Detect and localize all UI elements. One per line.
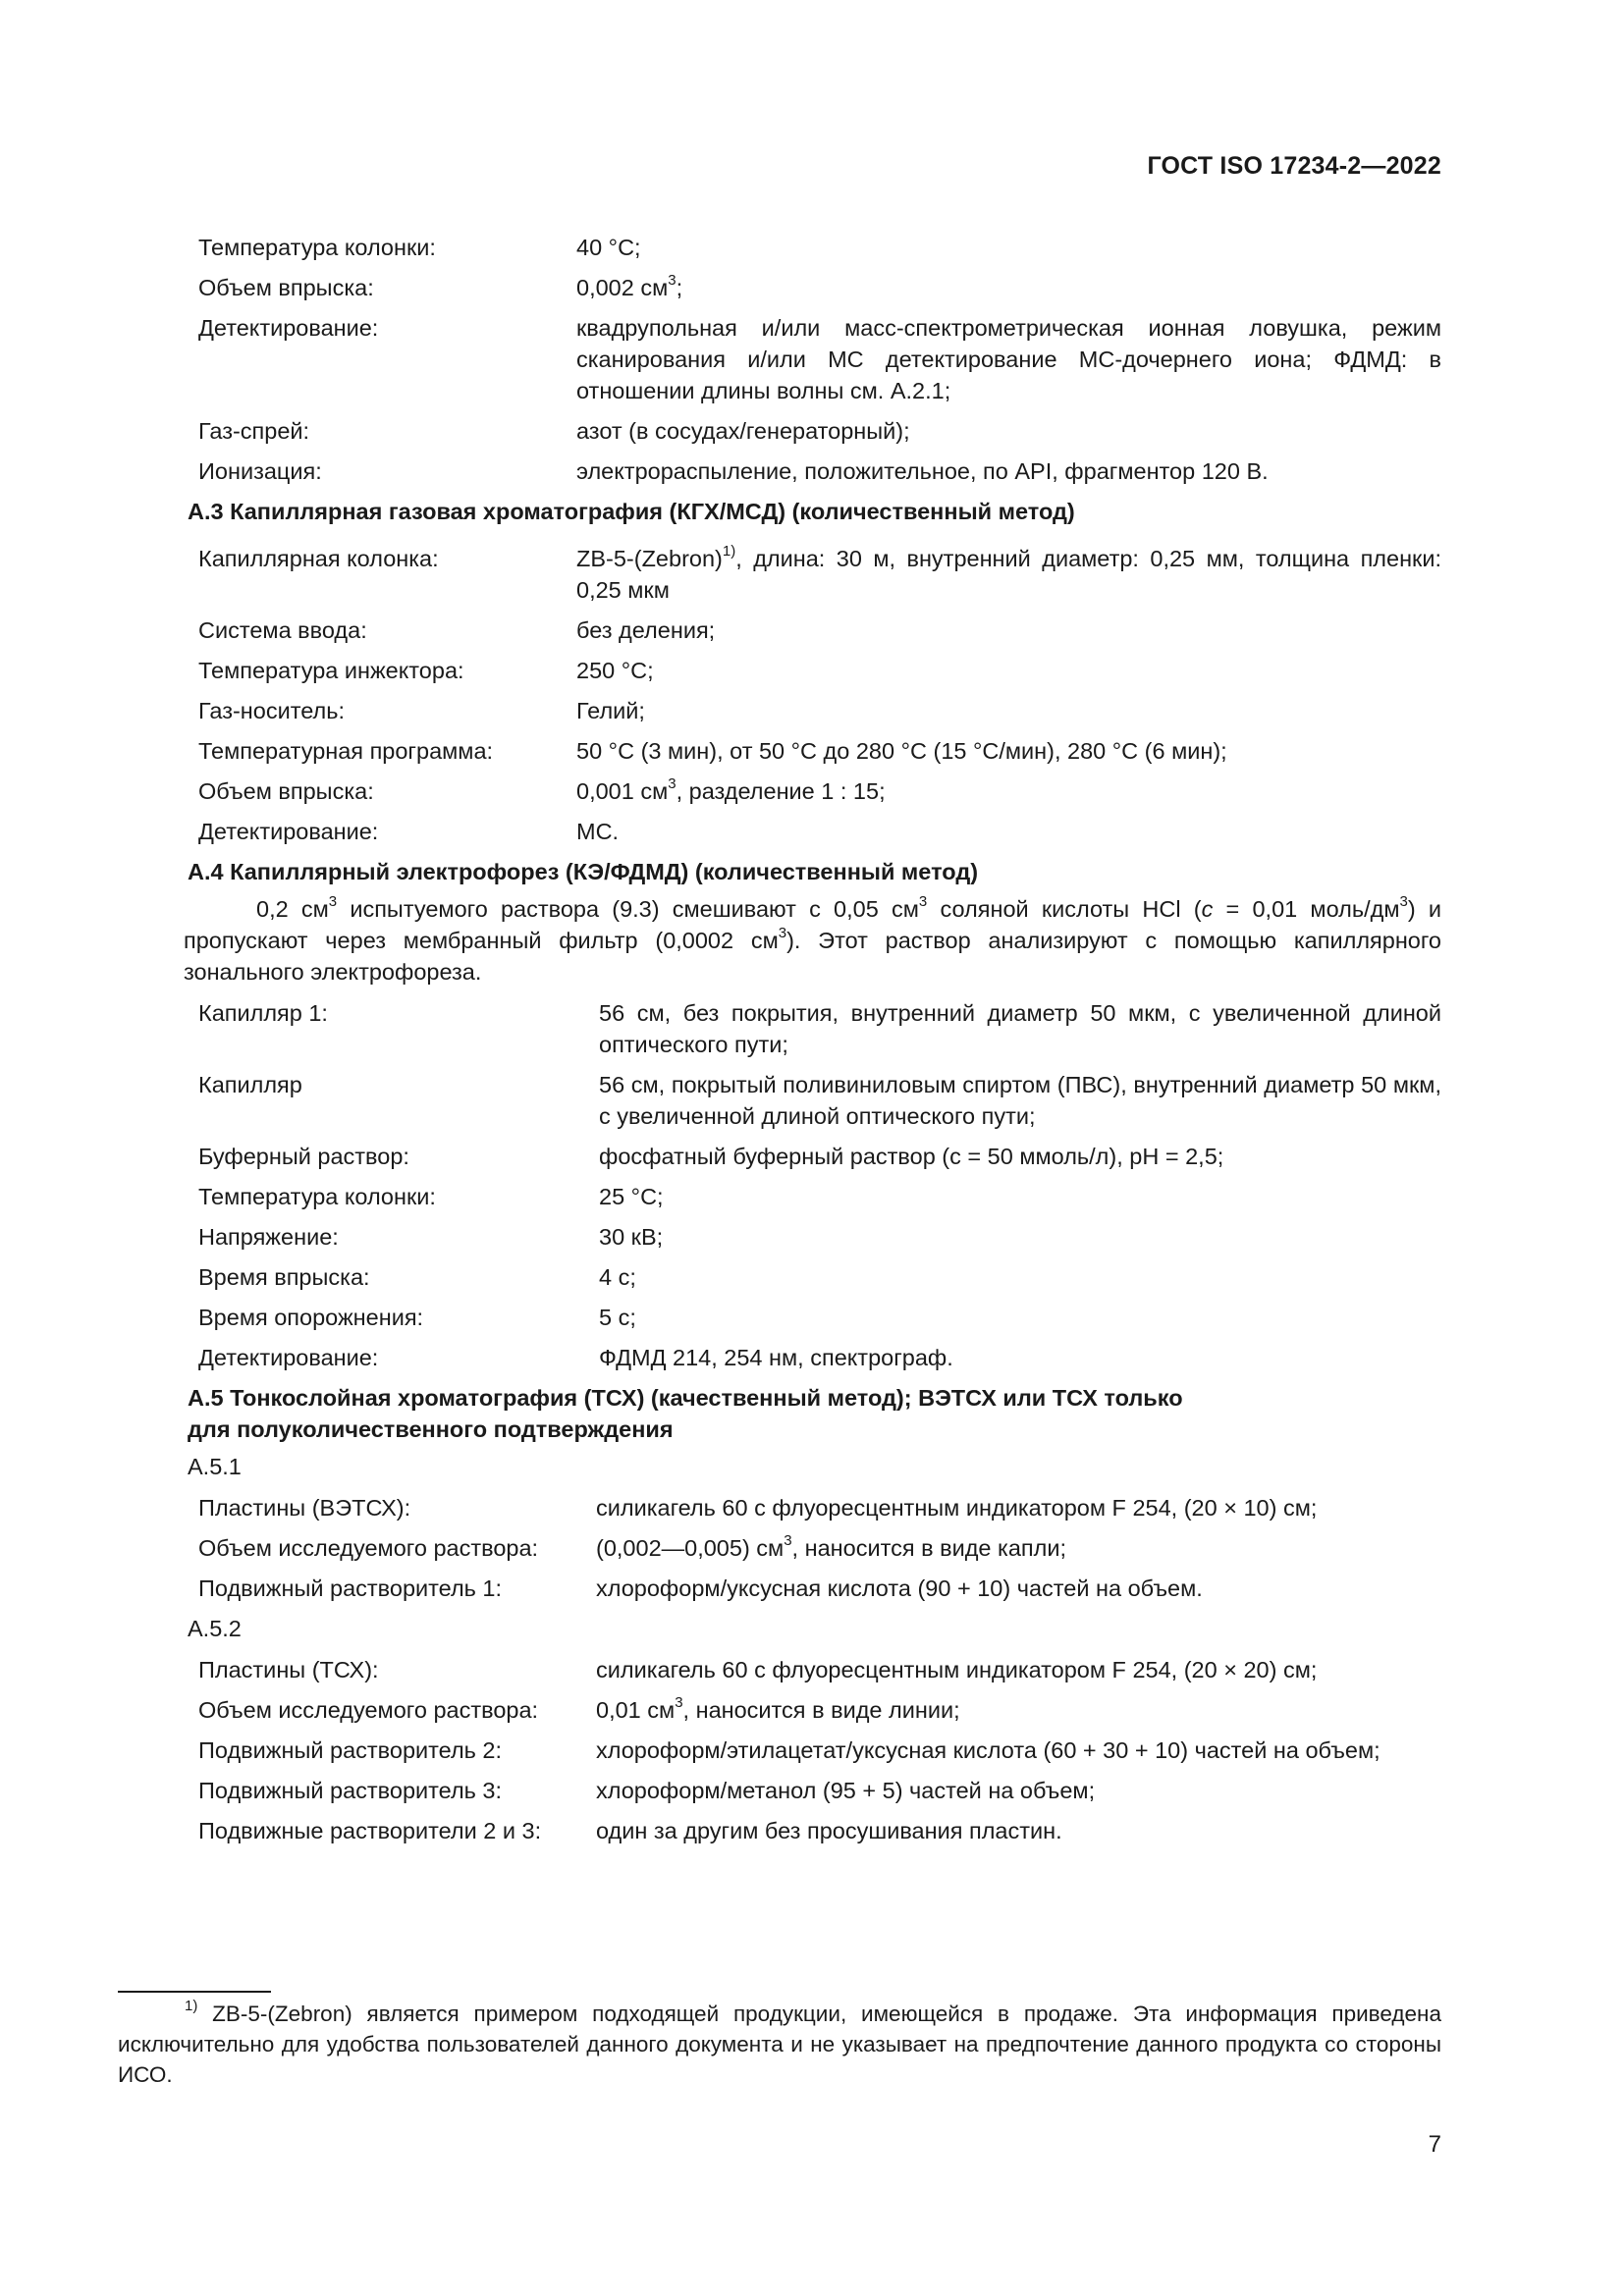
param-label: Объем впрыска: [198, 275, 374, 300]
param-row-detection [184, 1342, 1441, 1373]
param-row-injector-temperature [184, 655, 1441, 686]
param-value: 0,001 $см^3$, разделение 1 : 15; [576, 775, 886, 804]
param-row-solution-volume [184, 1694, 1441, 1726]
param-value: 4 с; [599, 1264, 636, 1290]
param-row-carrier-gas [184, 695, 1441, 726]
footnote-ref: 1) [722, 543, 736, 560]
param-value: (0,002—0,005) $см^3$, наносится в виде капли; [596, 1532, 1066, 1561]
footnote [118, 1999, 1441, 2090]
param-value: 250 °C; [576, 658, 654, 683]
param-value: ФДМД 214, 254 нм, спектрограф. [599, 1345, 953, 1370]
param-value: 56 см, покрытый поливиниловым спиртом (ПВС), внутренний диаметр 50 мкм, с увеличенной длиной оптического пути; [599, 1072, 1441, 1129]
param-label: Температура колонки: [198, 1184, 436, 1209]
section-heading-line: А.5 Тонкослойная хроматография (ТСХ) (качественный метод); ВЭТСХ или ТСХ только [188, 1385, 1183, 1411]
document-header: ГОСТ ISO 17234-2—2022 [1147, 152, 1441, 180]
param-row-ionization [184, 455, 1441, 487]
section-heading-line: для полуколичественного подтверждения [188, 1416, 674, 1442]
param-value: 56 см, без покрытия, внутренний диаметр 50 мкм, с увеличенной длиной оптического пути; [599, 1000, 1441, 1057]
param-label: Подвижный растворитель 2: [198, 1737, 503, 1763]
param-label: Подвижные растворители 2 и 3: [198, 1818, 542, 1843]
param-row-capillary-column [184, 543, 1441, 606]
param-label: Объем впрыска: [198, 778, 374, 804]
param-row-injection-volume [184, 272, 1441, 303]
param-label: Капилляр 1: [198, 1000, 328, 1026]
param-label: Газ-носитель: [198, 698, 346, 723]
param-row-input-system [184, 614, 1441, 646]
param-label: Подвижный растворитель 1: [198, 1575, 503, 1601]
param-row-mobile-solvent [184, 1775, 1441, 1806]
param-label: Детектирование: [198, 819, 379, 844]
param-row-capillary-1 [184, 997, 1441, 1060]
param-value: силикагель 60 с флуоресцентным индикатором F 254, (20 × 10) см; [596, 1495, 1318, 1521]
footnote-text: ZB-5-(Zebron) является примером подходящей продукции, имеющейся в продаже. Эта информация приведена исключительно для удобства пользователей данного документа и не указывает на предпочтение данного продукта со стороны ИСО. [118, 2002, 1441, 2087]
param-label: Пластины (ТСХ): [198, 1657, 379, 1682]
param-value: без деления; [576, 617, 716, 643]
param-label: Детектирование: [198, 315, 379, 341]
param-row-injection-time [184, 1261, 1441, 1293]
param-label: Ионизация: [198, 458, 322, 484]
param-label: Напряжение: [198, 1224, 339, 1250]
param-row-injection-volume [184, 775, 1441, 807]
param-value: 50 °C (3 мин), от 50 °C до 280 °C (15 °С/мин), 280 °C (6 мин); [576, 738, 1227, 764]
section-a4-paragraph: 0,2 $см^3$ испытуемого раствора (9.3) смешивают с 0,05 $см^3$ соляной кислоты HCl (c = 0,01 моль/$дм^3$) и пропускают через мембранный фильтр (0,0002 $см^3$). Этот раствор анализируют с помощью капиллярного зонального электрофореза. [184, 893, 1442, 985]
param-label: Время опорожнения: [198, 1305, 424, 1330]
subsection-label-a51: А.5.1 [188, 1454, 242, 1479]
section-heading-a3: А.3 Капиллярная газовая хроматография (КГХ/МСД) (количественный метод) [188, 499, 1075, 524]
param-row-mobile-solvent [184, 1735, 1441, 1766]
param-value: азот (в сосудах/генераторный); [576, 418, 910, 444]
param-value: Гелий; [576, 698, 645, 723]
param-row-capillary [184, 1069, 1441, 1132]
param-value: квадрупольная и/или масс-спектрометрическая ионная ловушка, режим сканирования и/или МС детектирование МС-дочернего иона; ФДМД: в отношении длины волны см. А.2.1; [576, 315, 1441, 403]
param-value: 30 кВ; [599, 1224, 664, 1250]
param-value: хлороформ/метанол (95 + 5) частей на объем; [596, 1778, 1096, 1803]
param-row-temperature-program [184, 735, 1441, 767]
param-label: Температура колонки: [198, 235, 436, 260]
param-label: Детектирование: [198, 1345, 379, 1370]
param-row-detection [184, 816, 1441, 847]
param-row-plates [184, 1492, 1441, 1523]
param-row-buffer [184, 1141, 1441, 1172]
param-row-voltage [184, 1221, 1441, 1253]
page-content [184, 232, 1441, 1855]
param-label: Подвижный растворитель 3: [198, 1778, 503, 1803]
footnote-mark: 1) [185, 1998, 198, 2014]
param-value: 0,002 $см^3$; [576, 272, 683, 300]
param-row-mobile-solvent [184, 1573, 1441, 1604]
param-label: Пластины (ВЭТСХ): [198, 1495, 411, 1521]
param-label: Время впрыска: [198, 1264, 370, 1290]
param-label: Температура инжектора: [198, 658, 464, 683]
section-heading-a4: А.4 Капиллярный электрофорез (КЭ/ФДМД) (количественный метод) [188, 859, 979, 884]
subsection-label-a52: А.5.2 [188, 1616, 242, 1641]
param-value: хлороформ/уксусная кислота (90 + 10) частей на объем. [596, 1575, 1203, 1601]
param-label: Температурная программа: [198, 738, 494, 764]
param-row-column-temperature [184, 232, 1441, 263]
param-value: силикагель 60 с флуоресцентным индикатором F 254, (20 × 20) см; [596, 1657, 1318, 1682]
param-label: Капиллярная колонка: [198, 546, 439, 571]
param-label: Буферный раствор: [198, 1144, 409, 1169]
param-value: 40 °C; [576, 235, 641, 260]
param-value: МС. [576, 819, 620, 844]
param-row-solution-volume [184, 1532, 1441, 1564]
param-label: Капилляр [198, 1072, 302, 1097]
section-heading-a5 [188, 1382, 1441, 1445]
param-row-spray-gas [184, 415, 1441, 447]
param-value: электрораспыление, положительное, по API, фрагментор 120 В. [576, 458, 1269, 484]
param-value: 5 с; [599, 1305, 636, 1330]
param-label: Объем исследуемого раствора: [198, 1697, 539, 1723]
param-value: фосфатный буферный раствор (c = 50 ммоль/л), pH = 2,5; [599, 1144, 1224, 1169]
param-row-plates [184, 1654, 1441, 1685]
param-label: Система ввода: [198, 617, 367, 643]
param-row-mobile-solvents [184, 1815, 1441, 1846]
param-value: один за другим без просушивания пластин. [596, 1818, 1062, 1843]
param-value: 0,01 $см^3$, наносится в виде линии; [596, 1694, 960, 1723]
page-number: 7 [1428, 2131, 1441, 2158]
param-row-detection [184, 312, 1441, 406]
param-row-flush-time [184, 1302, 1441, 1333]
param-label: Объем исследуемого раствора: [198, 1535, 539, 1561]
param-value: хлороформ/этилацетат/уксусная кислота (60 + 30 + 10) частей на объем; [596, 1737, 1380, 1763]
param-value: ZB-5-(Zebron)$^{1)}$, длина: 30 м, внутренний диаметр: 0,25 мм, толщина пленки: 0,25 мкм [576, 543, 1441, 603]
footnote-divider [118, 1991, 271, 1993]
param-row-column-temperature [184, 1181, 1441, 1212]
param-value: 25 °C; [599, 1184, 664, 1209]
param-label: Газ-спрей: [198, 418, 310, 444]
